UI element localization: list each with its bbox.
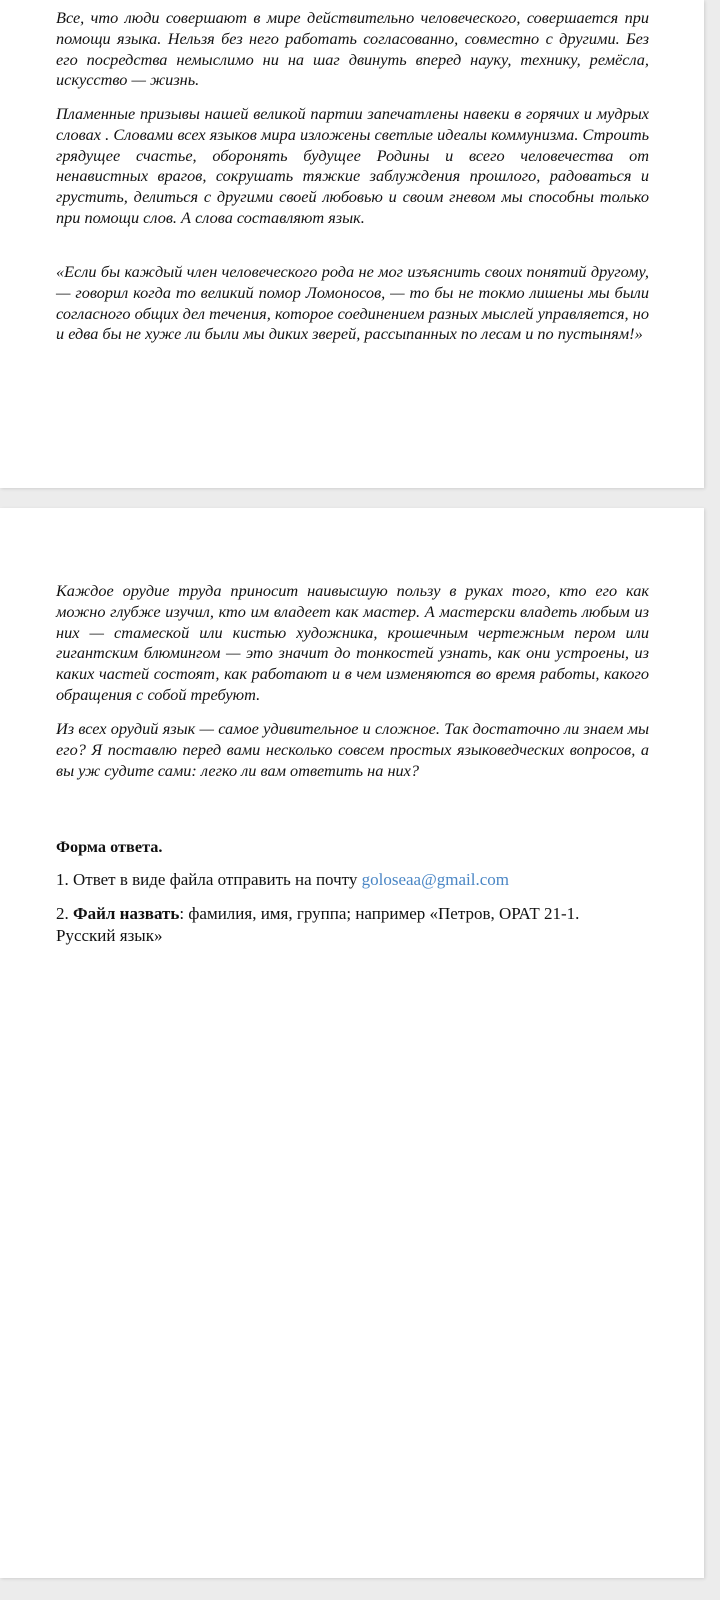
answer-item-2-bold-label: Файл назвать: [73, 904, 180, 923]
document-page-2: [0, 508, 704, 1578]
email-link[interactable]: goloseaa@gmail.com: [361, 870, 509, 889]
answer-form-title: Форма ответа.: [56, 837, 163, 856]
answer-item-2-line2: Русский язык»: [56, 926, 163, 945]
answer-item-1: [56, 869, 656, 891]
paragraph-lomonosov-quote: «Если бы каждый член человеческого рода не мог изъяснить своих понятий другому, — говорил когда то великий помор Ломоносов, — то бы не токмо лишены мы были согласного общих дел течения, которое соединением разных мыслей управляется, но и едва бы не хуже ли были мы диких зверей, рассыпанных по лесам и по пустыням!»: [56, 262, 649, 344]
answer-item-2-number: 2.: [56, 904, 73, 923]
answer-item-1-text: 1. Ответ в виде файла отправить на почту: [56, 870, 362, 889]
paragraph-language-questions: Из всех орудий язык — самое удивительное и сложное. Так достаточно ли знаем мы его? Я поставлю перед вами несколько совсем простых языковедческих вопросов, а вы уж судите сами: легко ли вам ответить на них?: [56, 719, 649, 780]
answer-item-2: [56, 903, 656, 947]
answer-item-2-rest: : фамилия, имя, группа; например «Петров, ОРАТ 21-1.: [179, 904, 580, 923]
paragraph-party-calls: Пламенные призывы нашей великой партии запечатлены навеки в горячих и мудрых словах . Словами всех языков мира изложены светлые идеалы коммунизма. Строить грядущее счастье, оборонять будущее Родины и всего человечества от ненавистных врагов, сокрушать тяжкие заблуждения прошлого, радоваться и грустить, делиться с другими своей любовью и своим гневом мы способны только при помощи слов. А слова составляют язык.: [56, 104, 649, 227]
paragraph-language-importance: Все, что люди совершают в мире действительно человеческого, совершается при помощи языка. Нельзя без него работать согласованно, совместно с другими. Без его посредства немыслимо ни на шаг двинуть вперед науку, технику, ремёсла, искусство — жизнь.: [56, 8, 649, 90]
paragraph-tools-of-labor: Каждое орудие труда приносит наивысшую пользу в руках того, кто его как можно глубже изучил, кто им владеет как мастер. А мастерски владеть любым из них — стамеской или кистью художника, крошечным чертежным пером или гигантским блюмингом — это значит до тонкостей узнать, как они устроены, из каких частей состоят, как работают и в чем изменяются во время работы, какого обращения с собой требуют.: [56, 581, 649, 704]
document-page-1: [0, 0, 704, 488]
